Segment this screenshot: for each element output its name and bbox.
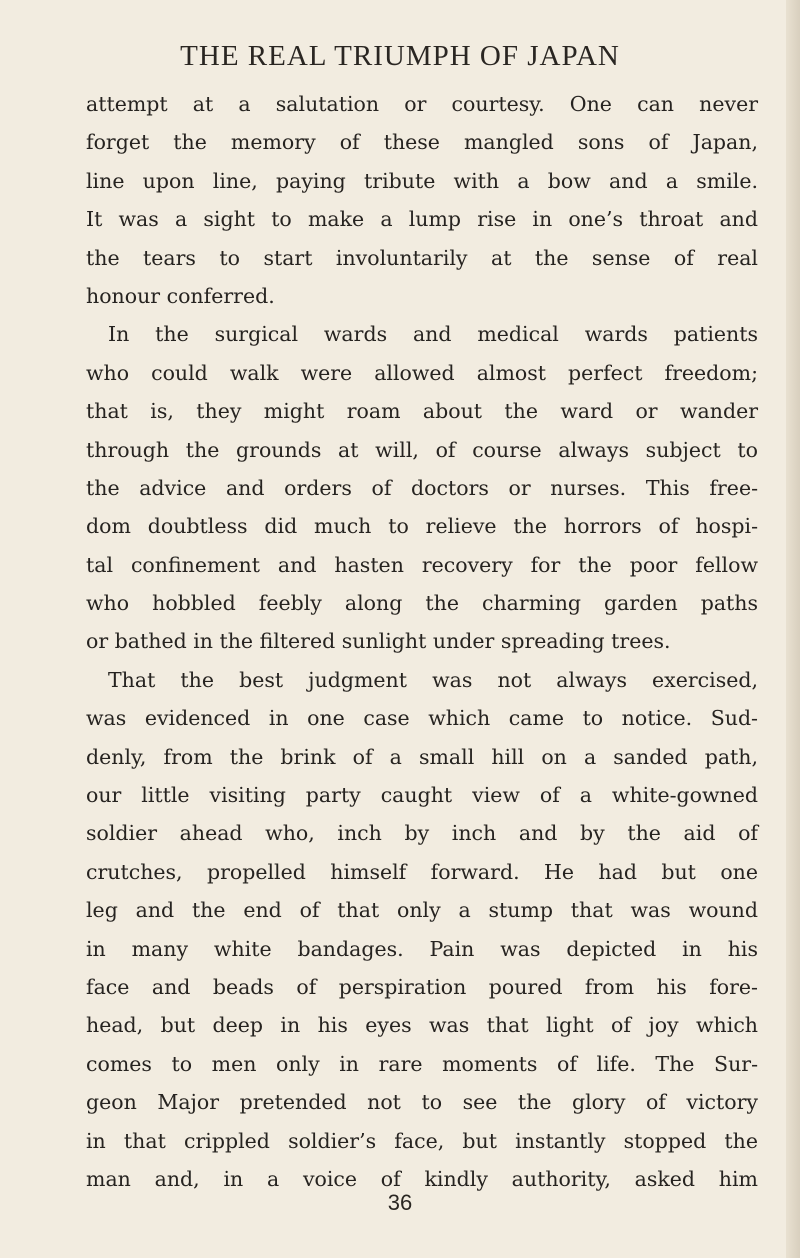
- page-edge: [786, 0, 800, 1258]
- text-line: in many white bandages. Pain was depicted in his: [86, 936, 758, 961]
- body-text: [86, 85, 758, 1198]
- text-line: That the best judgment was not always exercised,: [108, 667, 758, 692]
- text-line: or bathed in the filtered sunlight under spreading trees.: [86, 629, 671, 654]
- text-line: attempt at a salutation or courtesy. One can never: [86, 92, 758, 116]
- text-line: that is, they might roam about the ward or wander: [86, 399, 758, 424]
- text-line: face and beads of perspiration poured from his fore-: [86, 974, 758, 999]
- text-line: tal confinement and hasten recovery for the poor fellow: [86, 552, 758, 577]
- text-line: who hobbled feebly along the charming garden paths: [86, 591, 758, 616]
- text-line: geon Major pretended not to see the glory of victory: [86, 1090, 758, 1115]
- text-line: In the surgical wards and medical wards patients: [108, 322, 758, 347]
- text-line: through the grounds at will, of course always subject to: [86, 437, 758, 462]
- text-line: comes to men only in rare moments of life. The Sur-: [86, 1051, 758, 1076]
- text-line: the advice and orders of doctors or nurses. This free-: [86, 475, 758, 500]
- text-line: man and, in a voice of kindly authority, asked him: [86, 1166, 758, 1191]
- text-line: crutches, propelled himself forward. He had but one: [86, 859, 758, 884]
- text-line: was evidenced in one case which came to notice. Sud-: [86, 706, 758, 731]
- text-line: leg and the end of that only a stump that was wound: [86, 898, 758, 923]
- text-line: honour conferred.: [86, 283, 275, 308]
- text-line: our little visiting party caught view of a white-gowned: [86, 783, 758, 808]
- text-line: soldier ahead who, inch by inch and by the aid of: [86, 821, 758, 846]
- text-line: denly, from the brink of a small hill on a sanded path,: [86, 744, 758, 769]
- page-number: 36: [387, 1190, 413, 1215]
- text-line: head, but deep in his eyes was that light of joy which: [86, 1013, 758, 1038]
- text-line: who could walk were allowed almost perfect freedom;: [86, 360, 758, 385]
- running-head: THE REAL TRIUMPH OF JAPAN: [180, 40, 620, 72]
- text-line: forget the memory of these mangled sons of Japan,: [86, 130, 758, 155]
- text-line: dom doubtless did much to relieve the horrors of hospi-: [86, 514, 758, 539]
- text-line: the tears to start involuntarily at the sense of real: [86, 245, 758, 270]
- text-line: It was a sight to make a lump rise in one’s throat and: [86, 207, 758, 232]
- text-line: in that crippled soldier’s face, but instantly stopped the: [86, 1128, 758, 1153]
- text-line: line upon line, paying tribute with a bow and a smile.: [86, 168, 758, 193]
